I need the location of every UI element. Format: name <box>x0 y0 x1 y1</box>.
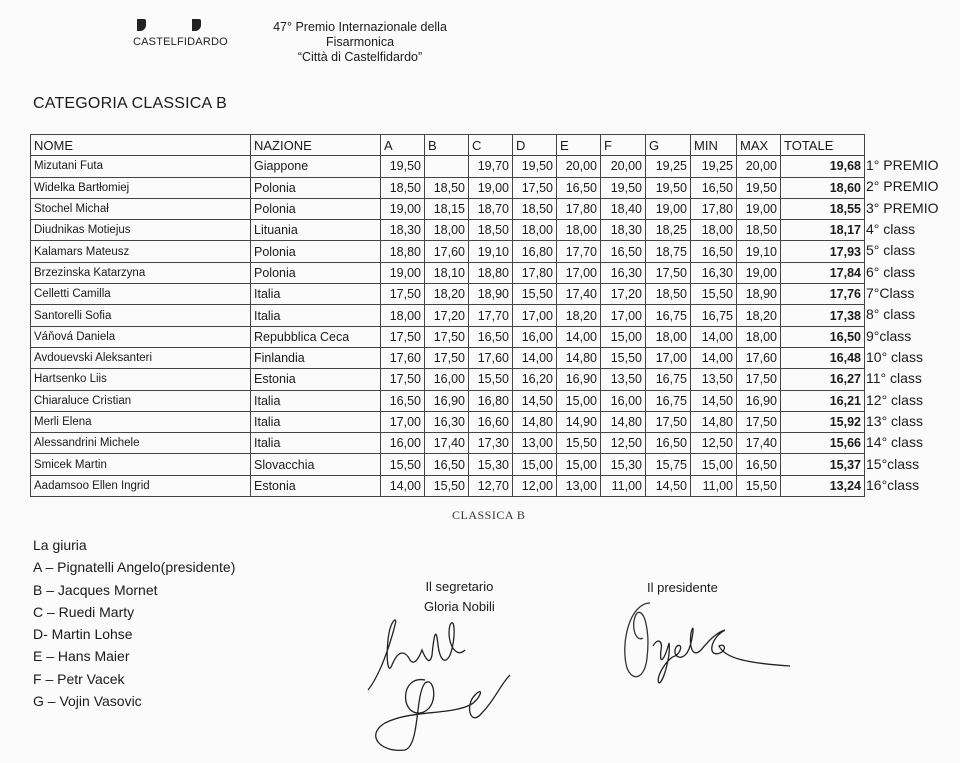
cell-name: Váňová Daniela <box>31 326 251 347</box>
column-header-nazione: NAZIONE <box>251 135 381 156</box>
cell-score-b: 17,40 <box>425 433 469 454</box>
cell-nation: Italia <box>251 390 381 411</box>
placement-label: 4° class <box>866 221 916 238</box>
cell-score-d: 16,80 <box>513 241 557 262</box>
table-row <box>31 390 865 411</box>
cell-score-e: 17,00 <box>557 262 601 283</box>
cell-name: Merli Elena <box>31 411 251 432</box>
cell-name: Widelka Bartłomiej <box>31 177 251 198</box>
cell-min: 19,25 <box>691 156 737 177</box>
cell-nation: Lituania <box>251 220 381 241</box>
table-header-row <box>31 135 865 156</box>
cell-score-d: 16,20 <box>513 369 557 390</box>
cell-total: 15,37 <box>781 454 865 475</box>
cell-min: 16,30 <box>691 262 737 283</box>
cell-score-g: 15,75 <box>646 454 691 475</box>
cell-score-d: 17,80 <box>513 262 557 283</box>
cell-score-d: 14,80 <box>513 411 557 432</box>
cell-score-g: 17,50 <box>646 262 691 283</box>
cell-score-e: 17,80 <box>557 198 601 219</box>
logo-mark-icon <box>192 19 201 31</box>
column-header-c: C <box>469 135 513 156</box>
cell-score-d: 14,00 <box>513 347 557 368</box>
cell-score-d: 18,50 <box>513 198 557 219</box>
jury-member: F – Petr Vacek <box>33 670 125 687</box>
cell-nation: Giappone <box>251 156 381 177</box>
jury-list <box>33 534 235 712</box>
cell-name: Smicek Martin <box>31 454 251 475</box>
cell-max: 16,50 <box>737 454 781 475</box>
cell-nation: Finlandia <box>251 347 381 368</box>
table-row <box>31 411 865 432</box>
cell-max: 19,00 <box>737 262 781 283</box>
cell-nation: Slovacchia <box>251 454 381 475</box>
cell-score-d: 13,00 <box>513 433 557 454</box>
cell-score-c: 16,60 <box>469 411 513 432</box>
cell-max: 17,50 <box>737 411 781 432</box>
cell-score-f: 18,40 <box>601 198 646 219</box>
cell-score-d: 18,00 <box>513 220 557 241</box>
category-title: CATEGORIA CLASSICA B <box>33 95 227 112</box>
cell-max: 17,60 <box>737 347 781 368</box>
jury-member: E – Hans Maier <box>33 648 130 665</box>
cell-score-a: 17,60 <box>381 347 425 368</box>
cell-score-a: 15,50 <box>381 454 425 475</box>
cell-max: 20,00 <box>737 156 781 177</box>
cell-nation: Polonia <box>251 198 381 219</box>
logo-mark-icon <box>137 19 146 31</box>
cell-score-g: 14,50 <box>646 475 691 496</box>
logo-text: CASTELFIDARDO <box>133 36 228 48</box>
cell-score-f: 15,50 <box>601 347 646 368</box>
placement-label: 10° class <box>866 349 923 366</box>
secretary-title: Il segretario <box>425 579 494 594</box>
cell-score-f: 12,50 <box>601 433 646 454</box>
cell-score-b: 18,50 <box>425 177 469 198</box>
cell-score-c: 17,60 <box>469 347 513 368</box>
cell-total: 18,55 <box>781 198 865 219</box>
placement-list <box>866 155 939 497</box>
cell-min: 14,00 <box>691 326 737 347</box>
event-title-line: Fisarmonica <box>325 35 395 49</box>
cell-score-d: 15,50 <box>513 284 557 305</box>
cell-score-a: 14,00 <box>381 475 425 496</box>
column-header-e: E <box>557 135 601 156</box>
cell-max: 18,90 <box>737 284 781 305</box>
cell-score-g: 19,50 <box>646 177 691 198</box>
castelfidardo-logo <box>133 17 237 49</box>
cell-name: Celletti Camilla <box>31 284 251 305</box>
cell-max: 19,10 <box>737 241 781 262</box>
placement-label: 12° class <box>866 391 923 408</box>
cell-total: 16,48 <box>781 347 865 368</box>
cell-min: 11,00 <box>691 475 737 496</box>
table-row <box>31 454 865 475</box>
cell-max: 18,50 <box>737 220 781 241</box>
cell-score-e: 20,00 <box>557 156 601 177</box>
cell-nation: Italia <box>251 433 381 454</box>
cell-score-b: 17,60 <box>425 241 469 262</box>
cell-score-f: 16,30 <box>601 262 646 283</box>
cell-min: 14,80 <box>691 411 737 432</box>
cell-score-a: 18,30 <box>381 220 425 241</box>
cell-nation: Estonia <box>251 475 381 496</box>
cell-score-d: 12,00 <box>513 475 557 496</box>
cell-score-g: 16,50 <box>646 433 691 454</box>
placement-label: 7°Class <box>866 285 915 302</box>
cell-score-e: 14,00 <box>557 326 601 347</box>
jury-member: B – Jacques Mornet <box>33 581 158 598</box>
cell-score-d: 17,00 <box>513 305 557 326</box>
cell-score-e: 15,50 <box>557 433 601 454</box>
cell-score-f: 20,00 <box>601 156 646 177</box>
cell-min: 12,50 <box>691 433 737 454</box>
column-header-min: MIN <box>691 135 737 156</box>
cell-score-a: 16,00 <box>381 433 425 454</box>
cell-min: 17,80 <box>691 198 737 219</box>
cell-total: 16,21 <box>781 390 865 411</box>
cell-score-c: 12,70 <box>469 475 513 496</box>
cell-score-g: 17,50 <box>646 411 691 432</box>
cell-score-d: 15,00 <box>513 454 557 475</box>
cell-nation: Italia <box>251 284 381 305</box>
cell-score-b: 18,10 <box>425 262 469 283</box>
cell-score-c: 19,10 <box>469 241 513 262</box>
cell-score-f: 13,50 <box>601 369 646 390</box>
table-row <box>31 284 865 305</box>
cell-min: 18,00 <box>691 220 737 241</box>
cell-score-g: 17,00 <box>646 347 691 368</box>
cell-score-c: 15,30 <box>469 454 513 475</box>
placement-label: 2° PREMIO <box>866 178 939 195</box>
cell-min: 16,50 <box>691 177 737 198</box>
cell-score-e: 16,50 <box>557 177 601 198</box>
cell-score-g: 18,75 <box>646 241 691 262</box>
cell-score-a: 19,00 <box>381 198 425 219</box>
jury-member: G – Vojin Vasovic <box>33 693 142 710</box>
cell-score-g: 18,50 <box>646 284 691 305</box>
column-header-a: A <box>381 135 425 156</box>
cell-score-g: 16,75 <box>646 390 691 411</box>
cell-score-f: 19,50 <box>601 177 646 198</box>
cell-score-e: 14,80 <box>557 347 601 368</box>
jury-member: C – Ruedi Marty <box>33 603 135 620</box>
cell-name: Hartsenko Liis <box>31 369 251 390</box>
cell-score-f: 18,30 <box>601 220 646 241</box>
placement-label: 8° class <box>866 306 916 323</box>
table-row <box>31 433 865 454</box>
table-row <box>31 347 865 368</box>
table-row <box>31 241 865 262</box>
cell-score-f: 15,00 <box>601 326 646 347</box>
table-row <box>31 220 865 241</box>
cell-min: 16,75 <box>691 305 737 326</box>
cell-name: Alessandrini Michele <box>31 433 251 454</box>
cell-max: 17,50 <box>737 369 781 390</box>
column-header-max: MAX <box>737 135 781 156</box>
cell-total: 18,60 <box>781 177 865 198</box>
table-row <box>31 262 865 283</box>
table-row <box>31 305 865 326</box>
cell-nation: Polonia <box>251 241 381 262</box>
secretary-signature <box>360 605 530 755</box>
cell-score-e: 15,00 <box>557 454 601 475</box>
cell-score-b: 15,50 <box>425 475 469 496</box>
cell-max: 19,50 <box>737 177 781 198</box>
cell-score-a: 19,00 <box>381 262 425 283</box>
cell-nation: Polonia <box>251 177 381 198</box>
cell-total: 13,24 <box>781 475 865 496</box>
table-row <box>31 369 865 390</box>
cell-total: 15,92 <box>781 411 865 432</box>
column-header-b: B <box>425 135 469 156</box>
cell-score-d: 17,50 <box>513 177 557 198</box>
column-header-d: D <box>513 135 557 156</box>
secretary-name: Gloria Nobili <box>424 599 495 614</box>
event-title-line: “Città di Castelfidardo” <box>297 50 423 64</box>
cell-score-e: 17,70 <box>557 241 601 262</box>
cell-max: 17,40 <box>737 433 781 454</box>
cell-score-a: 19,50 <box>381 156 425 177</box>
cell-score-c: 15,50 <box>469 369 513 390</box>
cell-total: 17,76 <box>781 284 865 305</box>
cell-total: 17,38 <box>781 305 865 326</box>
cell-score-b: 16,00 <box>425 369 469 390</box>
cell-nation: Italia <box>251 305 381 326</box>
cell-score-d: 14,50 <box>513 390 557 411</box>
cell-total: 19,68 <box>781 156 865 177</box>
placement-label: 1° PREMIO <box>866 157 939 173</box>
cell-score-f: 14,80 <box>601 411 646 432</box>
placement-label: 16°class <box>866 477 920 494</box>
cell-max: 15,50 <box>737 475 781 496</box>
cell-max: 19,00 <box>737 198 781 219</box>
cell-min: 16,50 <box>691 241 737 262</box>
cell-min: 14,50 <box>691 390 737 411</box>
cell-score-g: 16,75 <box>646 369 691 390</box>
cell-score-a: 18,80 <box>381 241 425 262</box>
cell-score-e: 14,90 <box>557 411 601 432</box>
cell-score-a: 17,50 <box>381 369 425 390</box>
column-header-nome: NOME <box>31 135 251 156</box>
cell-max: 18,00 <box>737 326 781 347</box>
cell-score-e: 13,00 <box>557 475 601 496</box>
table-row <box>31 156 865 177</box>
cell-max: 18,20 <box>737 305 781 326</box>
jury-title: La giuria <box>33 537 87 553</box>
cell-score-a: 16,50 <box>381 390 425 411</box>
cell-score-c: 18,50 <box>469 220 513 241</box>
cell-min: 14,00 <box>691 347 737 368</box>
cell-score-b: 17,20 <box>425 305 469 326</box>
cell-score-f: 11,00 <box>601 475 646 496</box>
cell-name: Diudnikas Motiejus <box>31 220 251 241</box>
cell-score-c: 18,90 <box>469 284 513 305</box>
cell-name: Chiaraluce Cristian <box>31 390 251 411</box>
cell-score-b: 18,00 <box>425 220 469 241</box>
cell-score-b: 16,30 <box>425 411 469 432</box>
cell-score-b: 17,50 <box>425 326 469 347</box>
cell-score-e: 16,90 <box>557 369 601 390</box>
cell-score-e: 15,00 <box>557 390 601 411</box>
cell-score-c: 16,50 <box>469 326 513 347</box>
placement-label: 14° class <box>866 434 923 451</box>
cell-min: 15,00 <box>691 454 737 475</box>
placement-label: 11° class <box>866 370 922 387</box>
placement-label: 13° class <box>866 413 923 430</box>
cell-score-b: 17,50 <box>425 347 469 368</box>
cell-name: Mizutani Futa <box>31 156 251 177</box>
cell-score-g: 18,25 <box>646 220 691 241</box>
cell-score-c: 19,00 <box>469 177 513 198</box>
cell-score-b: 16,50 <box>425 454 469 475</box>
president-title: Il presidente <box>647 580 718 595</box>
cell-score-g: 19,00 <box>646 198 691 219</box>
cell-total: 15,66 <box>781 433 865 454</box>
cell-score-b: 18,20 <box>425 284 469 305</box>
cell-score-f: 17,00 <box>601 305 646 326</box>
cell-score-a: 18,00 <box>381 305 425 326</box>
table-row <box>31 177 865 198</box>
cell-min: 13,50 <box>691 369 737 390</box>
cell-score-a: 18,50 <box>381 177 425 198</box>
cell-nation: Italia <box>251 411 381 432</box>
cell-score-e: 18,00 <box>557 220 601 241</box>
cell-score-b: 18,15 <box>425 198 469 219</box>
table-row <box>31 326 865 347</box>
table-row <box>31 198 865 219</box>
president-signature <box>615 598 790 693</box>
results-table <box>30 134 865 497</box>
footer-category-label: CLASSICA B <box>452 508 526 522</box>
cell-total: 16,27 <box>781 369 865 390</box>
cell-score-d: 16,00 <box>513 326 557 347</box>
cell-score-c: 18,70 <box>469 198 513 219</box>
cell-max: 16,90 <box>737 390 781 411</box>
cell-score-b: 16,90 <box>425 390 469 411</box>
cell-total: 17,84 <box>781 262 865 283</box>
cell-score-a: 17,50 <box>381 326 425 347</box>
cell-name: Stochel Michał <box>31 198 251 219</box>
cell-score-a: 17,00 <box>381 411 425 432</box>
event-title-line: 47° Premio Internazionale della <box>273 20 447 34</box>
column-header-f: F <box>601 135 646 156</box>
placement-label: 5° class <box>866 242 916 259</box>
cell-score-e: 17,40 <box>557 284 601 305</box>
placement-label: 9°class <box>866 327 912 344</box>
cell-score-f: 17,20 <box>601 284 646 305</box>
placement-label: 6° class <box>866 263 916 280</box>
cell-score-c: 19,70 <box>469 156 513 177</box>
column-header-totale: TOTALE <box>781 135 865 156</box>
cell-score-f: 16,50 <box>601 241 646 262</box>
cell-total: 17,93 <box>781 241 865 262</box>
placement-label: 3° PREMIO <box>866 199 939 216</box>
cell-score-f: 15,30 <box>601 454 646 475</box>
cell-name: Santorelli Sofia <box>31 305 251 326</box>
jury-member: D- Martin Lohse <box>33 626 133 643</box>
cell-score-e: 18,20 <box>557 305 601 326</box>
cell-nation: Estonia <box>251 369 381 390</box>
cell-total: 18,17 <box>781 220 865 241</box>
cell-score-c: 17,30 <box>469 433 513 454</box>
jury-member: A – Pignatelli Angelo(presidente) <box>33 559 236 576</box>
cell-score-c: 17,70 <box>469 305 513 326</box>
cell-score-d: 19,50 <box>513 156 557 177</box>
cell-score-g: 19,25 <box>646 156 691 177</box>
cell-name: Aadamsoo Ellen Ingrid <box>31 475 251 496</box>
cell-score-b <box>425 156 469 177</box>
cell-total: 16,50 <box>781 326 865 347</box>
column-header-g: G <box>646 135 691 156</box>
cell-score-c: 16,80 <box>469 390 513 411</box>
cell-nation: Polonia <box>251 262 381 283</box>
cell-name: Kalamars Mateusz <box>31 241 251 262</box>
cell-name: Brzezinska Katarzyna <box>31 262 251 283</box>
cell-score-a: 17,50 <box>381 284 425 305</box>
cell-min: 15,50 <box>691 284 737 305</box>
cell-nation: Repubblica Ceca <box>251 326 381 347</box>
event-title <box>255 20 465 65</box>
placement-label: 15°class <box>866 455 920 472</box>
cell-score-g: 18,00 <box>646 326 691 347</box>
cell-score-g: 16,75 <box>646 305 691 326</box>
table-row <box>31 475 865 496</box>
cell-score-c: 18,80 <box>469 262 513 283</box>
cell-name: Avdouevski Aleksanteri <box>31 347 251 368</box>
cell-score-f: 16,00 <box>601 390 646 411</box>
